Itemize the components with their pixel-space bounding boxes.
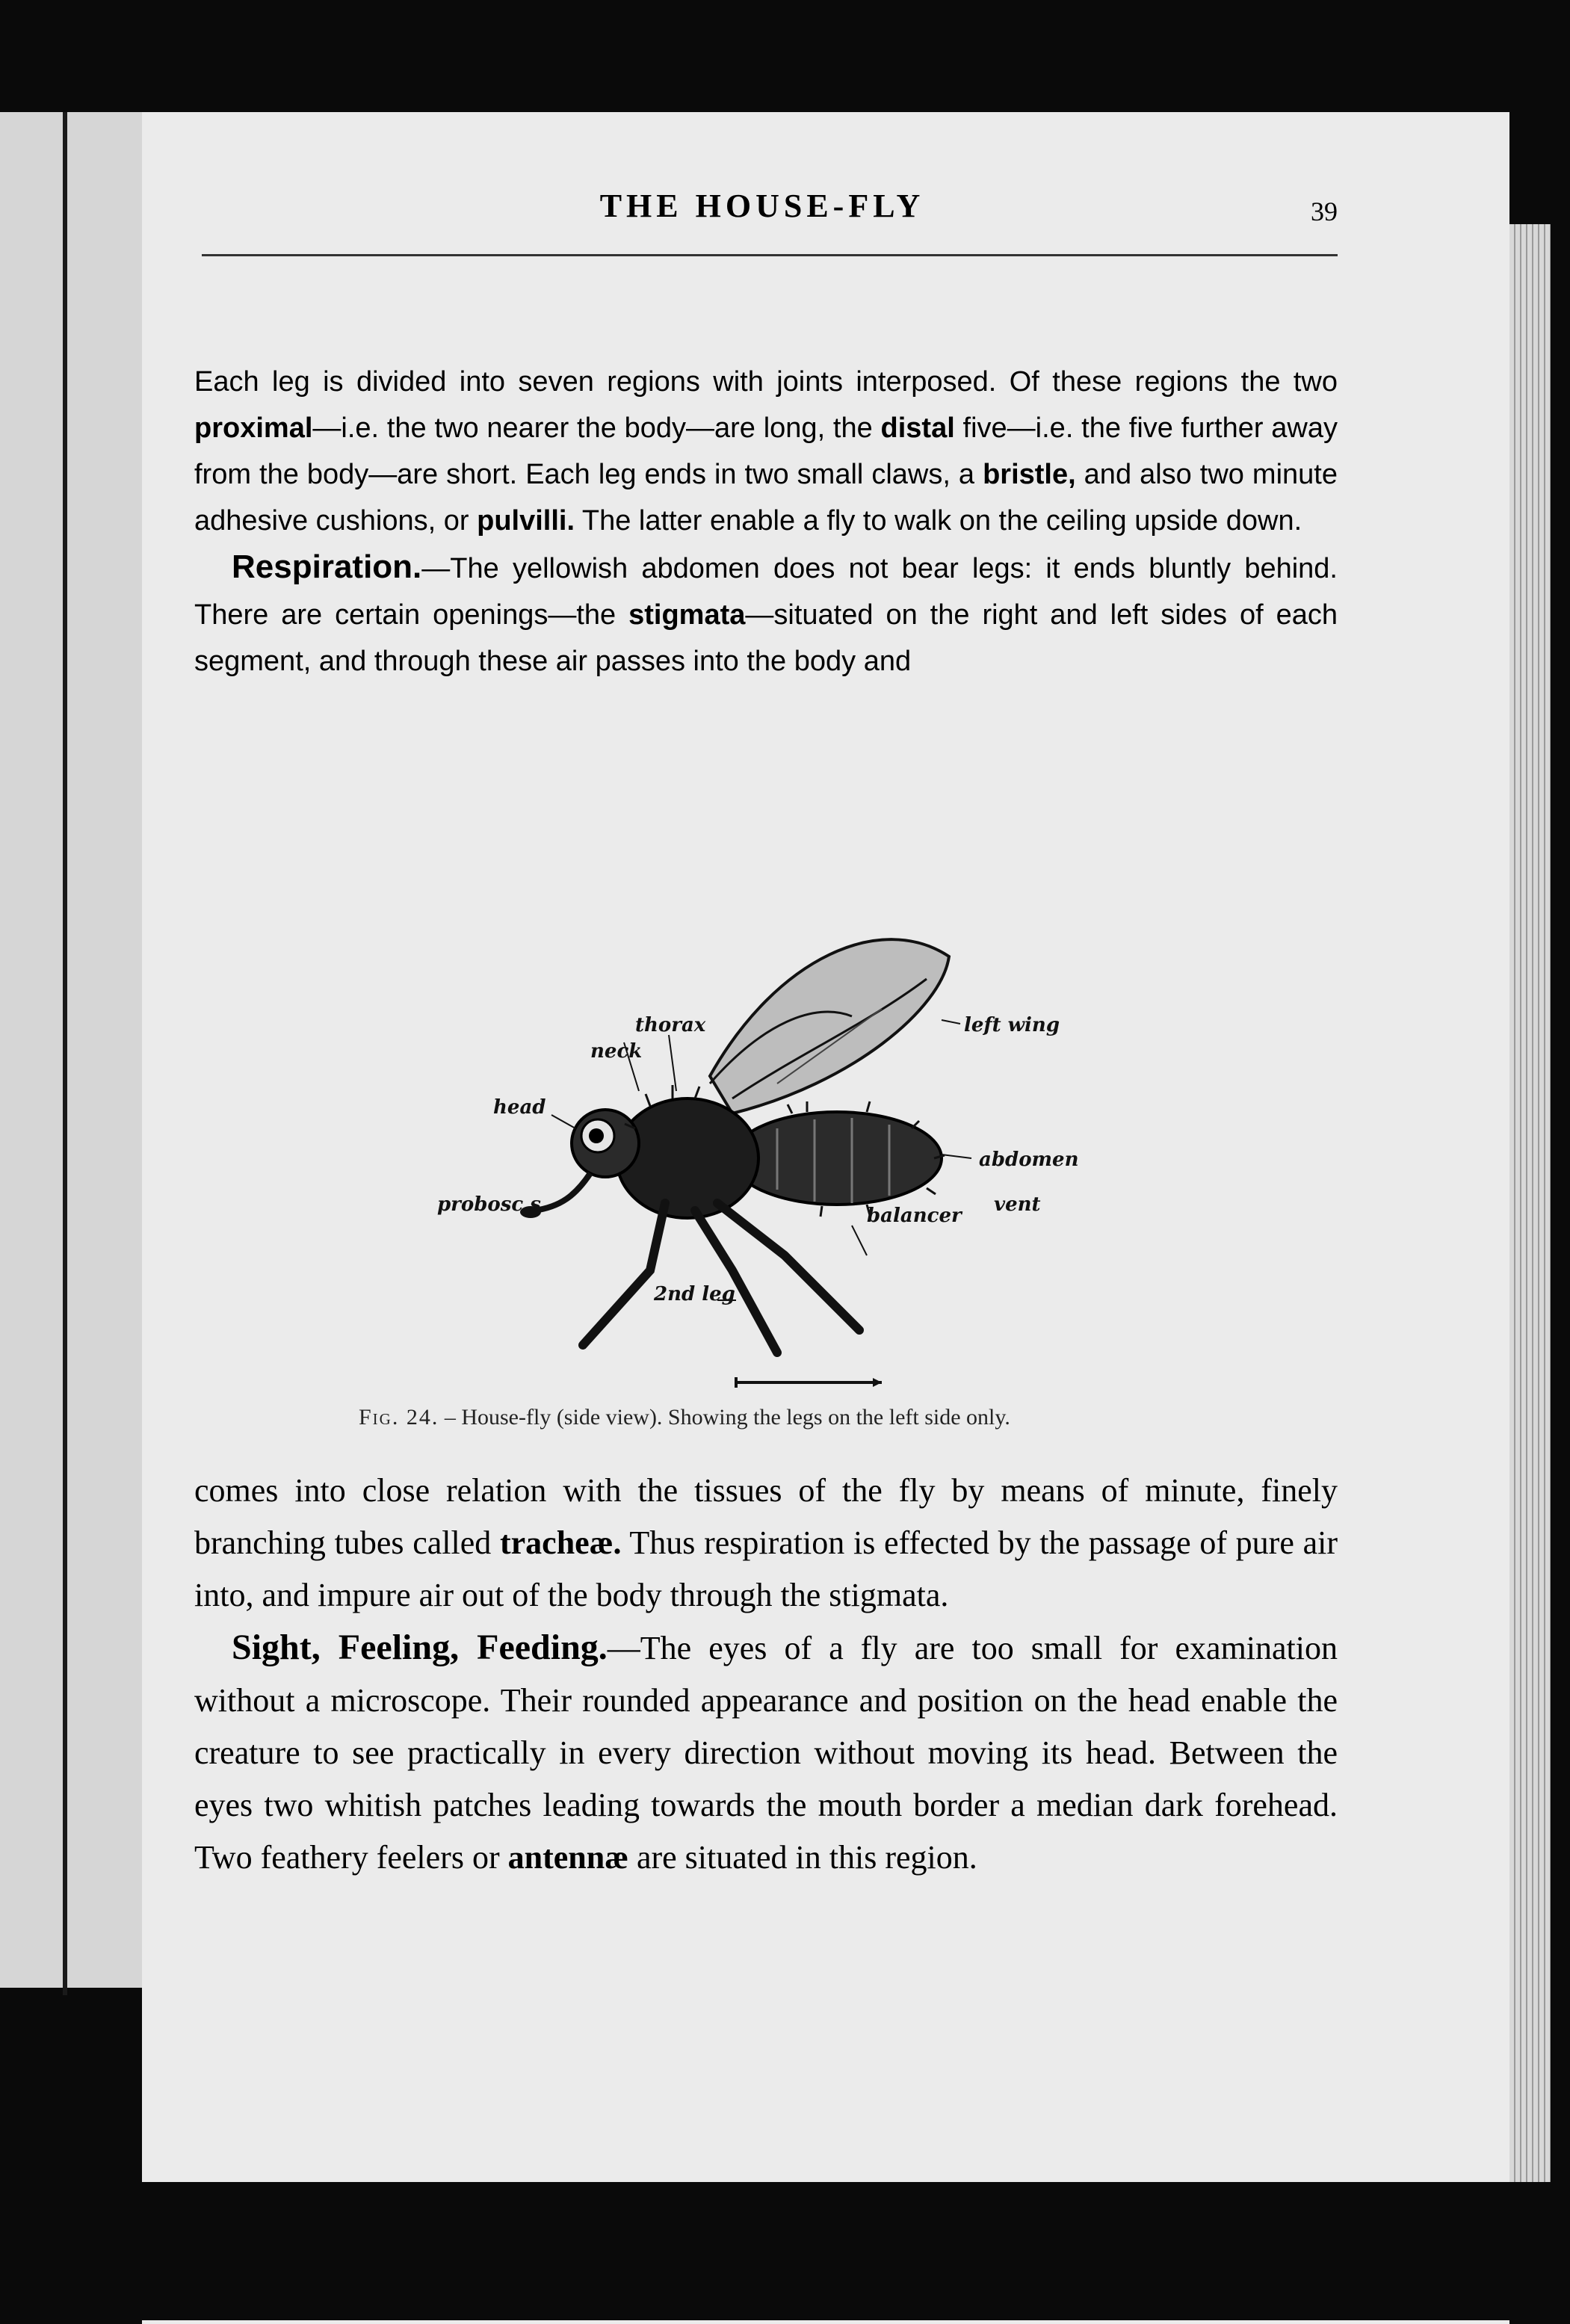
running-title: THE HOUSE-FLY [599,188,925,224]
label-vent: vent [994,1193,1041,1216]
term-proximal: proximal [194,412,313,444]
term-pulvilli: pulvilli. [477,505,575,537]
caption-figure-number: Fig. 24. [359,1405,439,1430]
book-gutter [63,112,67,1995]
thorax-shape [616,1098,758,1218]
label-second-leg: 2nd leg [654,1283,735,1305]
label-thorax: thorax [635,1014,706,1036]
text-run: —situated on the right and left sides of each segment, and through these air passes into the body and [194,599,1338,677]
paragraph-tracheae [194,1465,1338,1884]
abdomen-shape [732,1112,942,1205]
label-neck: neck [590,1040,643,1063]
text-run: —i.e. the two nearer the body—are long, the [312,412,881,444]
term-tracheae: tracheæ. [499,1524,622,1561]
left-wing-shape [710,939,949,1113]
text-run: and also two minute adhesive cushions, or [194,459,1338,537]
figure-caption [359,1405,1330,1430]
page-number: 39 [1311,197,1338,226]
text-run: Thus respiration is effected by the passage of pure air into, and impure air out of the body through the stigmata. [194,1524,1338,1613]
scan-border-bottom [0,2182,1570,2320]
scale-bar [732,1375,889,1390]
term-distal: distal [880,412,955,444]
paragraph-respiration [194,544,1338,684]
label-head: head [493,1096,546,1119]
house-fly-illustration [437,912,1136,1390]
text-run: —The eyes of a fly are too small for examination without a microscope. Their rounded appearance and position on the head enable the creature to see practically in every direction without moving its head. Between the eyes two whitish patches leading towards the mouth border a median dark forehead. Two feathery feelers or [194,1630,1338,1876]
fly-drawing [437,912,1136,1390]
header-rule [202,254,1338,256]
term-antennae: antennæ [507,1839,628,1876]
term-stigmata: stigmata [628,599,746,631]
text-run: —The yellowish abdomen does not bear legs: it ends bluntly behind. There are certain openings—the [194,553,1338,631]
section-heading-sight: Sight, Feeling, Feeding. [232,1628,608,1667]
text-run: The latter enable a fly to walk on the ceiling upside down. [575,505,1302,537]
paragraph-legs [194,359,1338,684]
paragraph-sight-feeling-feeding [194,1622,1338,1884]
text-run: are situated in this region. [628,1839,977,1876]
section-heading-respiration: Respiration. [232,548,422,585]
term-bristle: bristle, [983,459,1076,490]
caption-text: – House-fly (side view). Showing the legs on the left side only. [439,1405,1010,1430]
facing-page [0,112,142,1988]
running-header [202,187,1338,239]
label-abdomen: abdomen [979,1149,1079,1171]
label-left-wing: left wing [964,1014,1060,1036]
text-run: comes into close relation with the tissues of the fly by means of minute, finely branching tubes called [194,1472,1338,1561]
text-run: Each leg is divided into seven regions with joints interposed. Of these regions the two [194,366,1338,398]
page-edges [1509,224,1551,2302]
text-run: five—i.e. the five further away from the body—are short. Each leg ends in two small claws, a [194,412,1338,490]
label-balancer: balancer [867,1205,962,1227]
label-proboscis: probosc.s [437,1193,541,1216]
